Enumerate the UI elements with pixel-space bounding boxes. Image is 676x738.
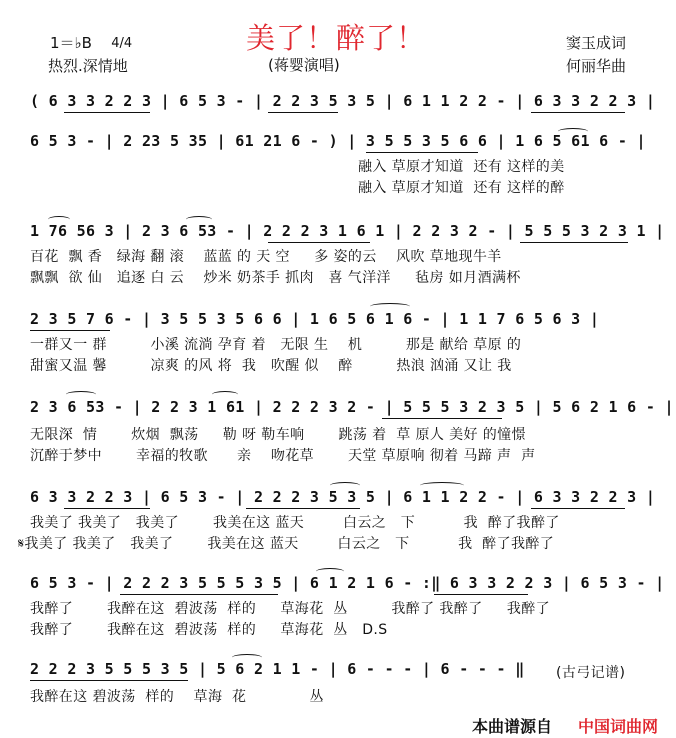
beam xyxy=(520,242,628,243)
lyric-line-3a: 百花 飘 香 绿海 翻 滚 蓝蓝 的 天 空 多 姿的云 风吹 草地现牛羊 xyxy=(30,249,502,265)
footer-site-link[interactable]: 中国词曲网 xyxy=(578,717,659,736)
slur xyxy=(232,654,262,661)
beam xyxy=(64,508,150,509)
slur xyxy=(558,128,588,135)
slur xyxy=(186,216,212,223)
beam xyxy=(382,418,502,419)
notation-system-1: ( 6 3 3 2 2 3 | 6 5 3 - | 2 2 3 5 3 5 | 6 1 1 2 2 - | 6 3 3 2 2 3 | xyxy=(30,92,656,110)
song-title: 美了！醉了！ xyxy=(246,21,427,55)
lyric-line-6a: 我美了 我美了 我美了 我美在这 蓝天 白云之 下 我 醉了我醉了 xyxy=(30,515,560,531)
beam xyxy=(120,594,278,595)
notation-system-2: 6 5 3 - | 2 23 5 35 | 61 21 6 - ) | 3 5 5 3 5 6 6 | 1 6 5 61 6 - | xyxy=(30,132,646,150)
notation-system-3: 1 76 56 3 | 2 3 6 53 - | 2 2 2 3 1 6 1 | 2 2 3 2 - | 5 5 5 3 2 3 1 | xyxy=(30,222,665,240)
slur xyxy=(48,216,70,223)
beam xyxy=(366,152,478,153)
lyric-line-7a: 我醉了 我醉在这 碧波荡 样的 草海花 丛 我醉了 我醉了 我醉了 xyxy=(30,601,551,617)
composer-credit: 何丽华曲 xyxy=(566,57,627,75)
slur xyxy=(66,391,96,398)
lyric-line-3b: 飘飘 欲 仙 追逐 白 云 炒米 奶茶手 抓肉 喜 气洋洋 毡房 如月酒满杯 xyxy=(30,270,521,286)
beam xyxy=(531,508,625,509)
beam xyxy=(30,680,188,681)
lyric-line-7b: 我醉了 我醉在这 碧波荡 样的 草海花 丛 D.S xyxy=(30,622,388,638)
slur xyxy=(370,303,410,310)
beam xyxy=(64,112,150,113)
time-signature-value: 4/4 xyxy=(111,36,133,51)
lyric-line-8a: 我醉在这 碧波荡 样的 草海 花 丛 xyxy=(30,689,324,705)
lyric-line-2a: 融入 草原才知道 还有 这样的美 xyxy=(358,159,565,175)
notation-system-7: 6 5 3 - | 2 2 2 3 5 5 5 3 5 | 6 1 2 1 6 - :‖ 6 3 3 2 2 3 | 6 5 3 - | xyxy=(30,574,665,592)
source-note: (古弓记谱) xyxy=(556,665,626,681)
slur xyxy=(316,568,344,575)
time-signature xyxy=(103,26,132,50)
beam xyxy=(268,242,370,243)
beam xyxy=(246,508,360,509)
lyricist-credit: 窦玉成词 xyxy=(566,34,627,52)
notation-system-5: 2 3 6 53 - | 2 2 3 1 61 | 2 2 2 3 2 - | 5 5 5 3 2 3 5 | 5 6 2 1 6 - | xyxy=(30,398,674,416)
beam xyxy=(268,112,338,113)
slur xyxy=(330,482,360,489)
beam xyxy=(531,112,625,113)
beam xyxy=(434,594,528,595)
singer-credit: (蒋婴演唱) xyxy=(268,56,340,74)
slur xyxy=(212,391,238,398)
footer-source-label: 本曲谱源自 xyxy=(472,717,553,736)
expression-mark: 热烈.深情地 xyxy=(48,57,128,75)
key-signature: 1＝♭B xyxy=(50,34,92,52)
notation-system-4: 2 3 5 7 6 - | 3 5 5 3 5 6 6 | 1 6 5 6 1 6 - | 1 1 7 6 5 6 3 | xyxy=(30,310,600,328)
lyric-line-4a: 一群又一 群 小溪 流淌 孕育 着 无限 生 机 那是 献给 草原 的 xyxy=(30,337,522,353)
lyric-line-4b: 甜蜜又温 馨 凉爽 的风 将 我 吹醒 似 醉 热浪 汹涌 又让 我 xyxy=(30,358,512,374)
lyric-line-5b: 沉醉于梦中 幸福的牧歌 亲 吻花草 天堂 草原响 彻着 马蹄 声 声 xyxy=(30,448,536,464)
notation-system-8: 2 2 2 3 5 5 5 3 5 | 5 6 2 1 1 - | 6 - - - | 6 - - - ‖ xyxy=(30,660,525,678)
lyric-line-6b: 𝄋我美了 我美了 我美了 我美在这 蓝天 白云之 下 我 醉了我醉了 xyxy=(18,536,555,552)
beam xyxy=(30,330,110,331)
slur xyxy=(420,482,464,489)
lyric-line-5a: 无限深 情 炊烟 飘荡 勒 呀 勒车响 跳荡 着 草 原人 美好 的憧憬 xyxy=(30,427,526,443)
notation-system-6: 6 3 3 2 2 3 | 6 5 3 - | 2 2 2 3 5 3 5 | 6 1 1 2 2 - | 6 3 3 2 2 3 | xyxy=(30,488,656,506)
lyric-line-2b: 融入 草原才知道 还有 这样的醉 xyxy=(358,180,565,196)
